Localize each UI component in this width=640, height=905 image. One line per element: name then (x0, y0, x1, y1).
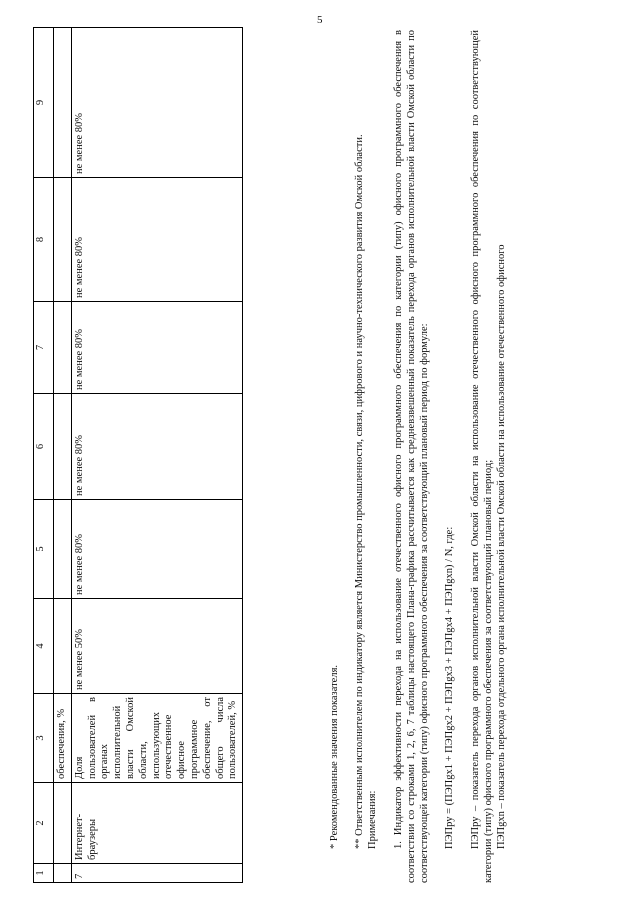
row-category: Интернет-браузеры (71, 783, 242, 864)
footnote-responsible: ** Ответственным исполнителем по индикатору является Министерство промышленности, связи, цифрового и научно-технического развития Омской области. (354, 134, 366, 849)
header-cell: 2 (34, 783, 54, 864)
header-cell: 5 (34, 500, 54, 599)
header-cell: 7 (34, 302, 54, 394)
notes-heading: Примечания: (367, 790, 379, 849)
header-cell: 6 (34, 394, 54, 500)
row-value: не менее 80% (71, 302, 242, 394)
plan-table (33, 27, 243, 883)
row-value: не менее 50% (71, 599, 242, 694)
formula: ПЭПру = (ПЭПgx1 + ПЭПgx2 + ПЭПgx3 + ПЭПgx4 + ПЭПgxn) / N, где: (444, 526, 456, 849)
table-cell (54, 599, 72, 694)
row-value: не менее 80% (71, 394, 242, 500)
definition-pepru: ПЭПру – показатель перехода органов исполнительной власти Омской области на использование отечественного офисного программного обеспечения по соответствующей категории (типу) офисного программного обеспечения за соответствующий плановый период; (469, 30, 494, 883)
table-cell (54, 783, 72, 864)
header-cell: 1 (34, 864, 54, 883)
table-cell (54, 500, 72, 599)
table-cell (54, 178, 72, 302)
row-value: не менее 80% (71, 500, 242, 599)
footnote-recommended: * Рекомендованные значения показателя. (329, 664, 340, 849)
table-header-row (34, 28, 54, 883)
header-cell: 4 (34, 599, 54, 694)
table-row-7 (71, 28, 242, 883)
table-cell (54, 302, 72, 394)
definition-pepgxn: ПЭПgxn – показатель перехода отдельного органа исполнительной власти Омской области на использование отечественного офисного (495, 244, 507, 849)
table-cell (54, 394, 72, 500)
header-cell: 9 (34, 28, 54, 178)
page-number: 5 (317, 14, 323, 26)
note-item-1: 1. Индикатор эффективности перехода на использование отечественного офисного программного обеспечения по категории (типу) офисного программного обеспечения в соответствии со строками 1, 2, 6, 7 таблицы настоящего Плана-графика рассчитывается как средневзвешенный показатель перехода органов исполнительной власти Омской области по соответствующей категории (типу) офисного программного обеспечения за соответствующий плановый период по формуле: (392, 30, 431, 883)
header-cell: 3 (34, 694, 54, 783)
table-cell (54, 864, 72, 883)
table-cell (54, 28, 72, 178)
row-value: не менее 80% (71, 178, 242, 302)
notes-section (328, 30, 508, 883)
table-cell: обеспечения, % (54, 694, 72, 783)
row-number: 7 (71, 864, 242, 883)
row-indicator: Доля пользователей в органах исполнительной власти Омской области, использующих отечественное офисное программное обеспечение, от общего числа пользователей, % (71, 694, 242, 783)
row-value: не менее 80% (71, 28, 242, 178)
header-cell: 8 (34, 178, 54, 302)
table-row-continuation (54, 28, 72, 883)
